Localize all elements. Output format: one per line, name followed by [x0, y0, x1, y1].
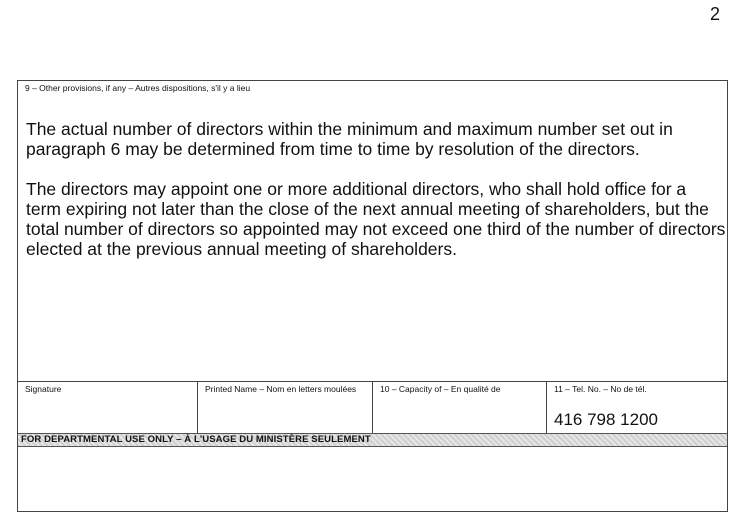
signature-field[interactable]: [18, 382, 198, 433]
signature-fields-row: [18, 381, 727, 433]
other-provisions-text: [26, 119, 726, 279]
departmental-use-band: [18, 433, 727, 447]
provision-paragraph: The directors may appoint one or more additional directors, who shall hold office for a term expiring not later than the close of the next annual meeting of shareholders, but the total number of directors so appointed may not exceed one third of the number of directors elected at the previous annual meeting of shareholders.: [26, 179, 726, 259]
telephone-value: 416 798 1200: [554, 410, 658, 429]
telephone-field[interactable]: [547, 382, 727, 433]
signature-label: Signature: [25, 384, 62, 394]
capacity-field[interactable]: [373, 382, 547, 433]
provision-paragraph: The actual number of directors within the minimum and maximum number set out in paragraph 6 may be determined from time to time by resolution of the directors.: [26, 119, 673, 159]
telephone-label: 11 – Tel. No. – No de tél.: [554, 384, 647, 394]
departmental-use-area: [18, 447, 727, 511]
printed-name-field[interactable]: [198, 382, 373, 433]
capacity-label: 10 – Capacity of – En qualité de: [380, 384, 501, 394]
page-number: 2: [709, 4, 720, 24]
printed-name-label: Printed Name – Nom en letters moulées: [205, 384, 357, 394]
form-section: [17, 80, 728, 512]
departmental-use-label: FOR DEPARTMENTAL USE ONLY – À L'USAGE DU MINISTÈRE SEULEMENT: [21, 434, 371, 445]
other-provisions-label: 9 – Other provisions, if any – Autres dispositions, s'il y a lieu: [25, 83, 251, 93]
other-provisions-section: [18, 81, 727, 381]
